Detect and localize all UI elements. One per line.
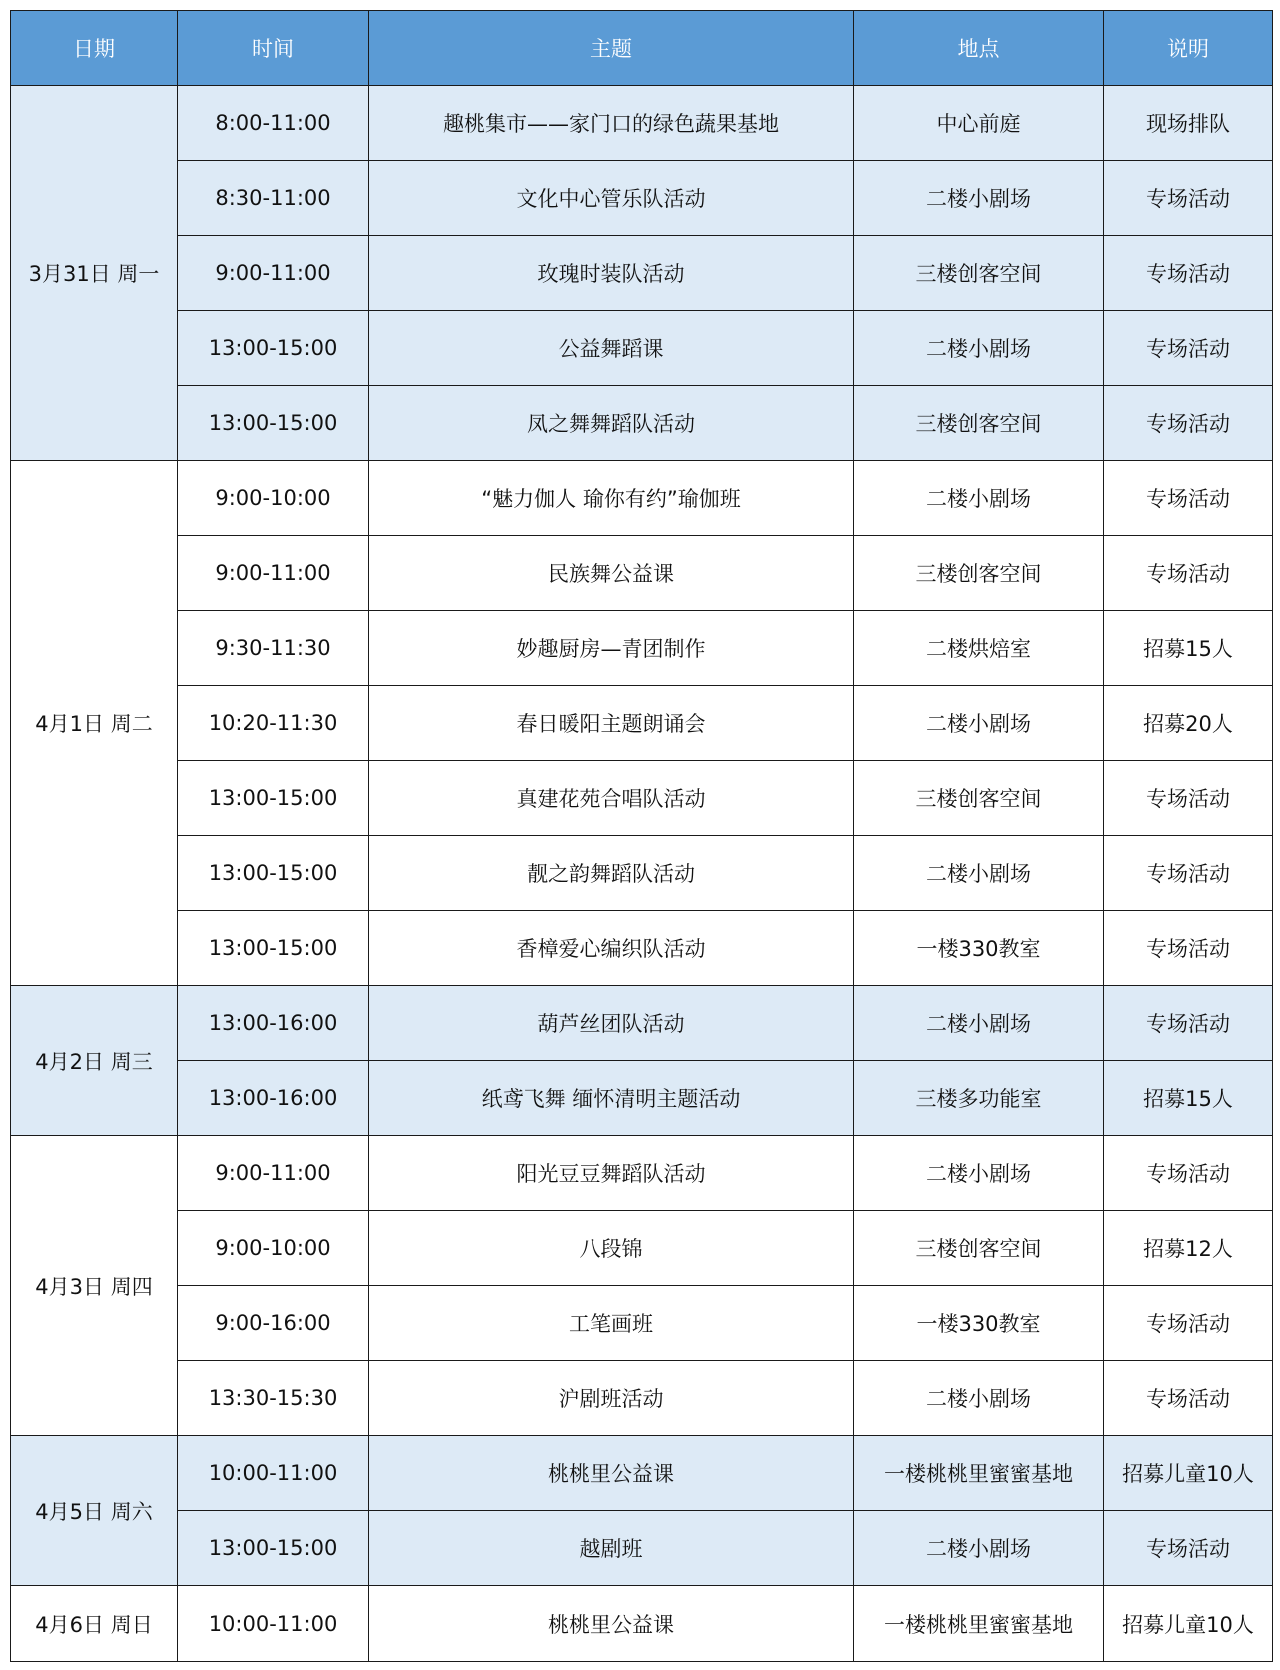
note-cell: 专场活动 (1104, 1361, 1273, 1436)
note-cell: 专场活动 (1104, 161, 1273, 236)
table-row (11, 161, 1273, 236)
place-cell: 二楼小剧场 (854, 1511, 1104, 1586)
table-row (11, 461, 1273, 536)
date-cell: 4月1日 周二 (11, 461, 178, 986)
place-cell: 一楼桃桃里蜜蜜基地 (854, 1436, 1104, 1511)
table-row (11, 386, 1273, 461)
place-cell: 二楼小剧场 (854, 836, 1104, 911)
topic-cell: “魅力伽人 瑜你有约”瑜伽班 (369, 461, 854, 536)
note-cell: 招募12人 (1104, 1211, 1273, 1286)
topic-cell: 靓之韵舞蹈队活动 (369, 836, 854, 911)
time-cell: 8:00-11:00 (178, 86, 369, 161)
table-row (11, 686, 1273, 761)
table-row (11, 836, 1273, 911)
time-cell: 13:00-16:00 (178, 986, 369, 1061)
place-cell: 二楼烘焙室 (854, 611, 1104, 686)
note-cell: 招募儿童10人 (1104, 1436, 1273, 1511)
topic-cell: 真建花苑合唱队活动 (369, 761, 854, 836)
place-cell: 三楼创客空间 (854, 761, 1104, 836)
header-row (11, 11, 1273, 86)
table-row (11, 761, 1273, 836)
table-row (11, 611, 1273, 686)
note-cell: 专场活动 (1104, 236, 1273, 311)
place-cell: 二楼小剧场 (854, 461, 1104, 536)
note-cell: 招募15人 (1104, 1061, 1273, 1136)
place-cell: 三楼多功能室 (854, 1061, 1104, 1136)
note-cell: 专场活动 (1104, 1136, 1273, 1211)
time-cell: 8:30-11:00 (178, 161, 369, 236)
topic-cell: 春日暖阳主题朗诵会 (369, 686, 854, 761)
place-cell: 一楼桃桃里蜜蜜基地 (854, 1586, 1104, 1662)
note-cell: 现场排队 (1104, 86, 1273, 161)
place-cell: 二楼小剧场 (854, 161, 1104, 236)
note-cell: 招募儿童10人 (1104, 1586, 1273, 1662)
time-cell: 13:00-15:00 (178, 311, 369, 386)
date-cell: 4月6日 周日 (11, 1586, 178, 1662)
topic-cell: 越剧班 (369, 1511, 854, 1586)
place-cell: 一楼330教室 (854, 1286, 1104, 1361)
table-row (11, 1361, 1273, 1436)
time-cell: 13:00-15:00 (178, 1511, 369, 1586)
place-cell: 二楼小剧场 (854, 986, 1104, 1061)
place-cell: 三楼创客空间 (854, 1211, 1104, 1286)
note-cell: 专场活动 (1104, 1286, 1273, 1361)
place-cell: 三楼创客空间 (854, 536, 1104, 611)
topic-cell: 妙趣厨房—青团制作 (369, 611, 854, 686)
topic-cell: 凤之舞舞蹈队活动 (369, 386, 854, 461)
table-row (11, 311, 1273, 386)
table-row (11, 1286, 1273, 1361)
table-row (11, 536, 1273, 611)
place-cell: 三楼创客空间 (854, 236, 1104, 311)
table-row (11, 986, 1273, 1061)
time-cell: 9:00-11:00 (178, 1136, 369, 1211)
time-cell: 9:00-16:00 (178, 1286, 369, 1361)
table-row (11, 236, 1273, 311)
note-cell: 招募15人 (1104, 611, 1273, 686)
table-row (11, 1436, 1273, 1511)
place-cell: 三楼创客空间 (854, 386, 1104, 461)
table-header (11, 11, 1273, 86)
table-row (11, 1136, 1273, 1211)
date-cell: 4月2日 周三 (11, 986, 178, 1136)
place-cell: 一楼330教室 (854, 911, 1104, 986)
table-row (11, 911, 1273, 986)
note-cell: 专场活动 (1104, 311, 1273, 386)
place-cell: 中心前庭 (854, 86, 1104, 161)
table-row (11, 1511, 1273, 1586)
note-cell: 专场活动 (1104, 836, 1273, 911)
header-topic: 主题 (369, 11, 854, 86)
date-cell: 4月5日 周六 (11, 1436, 178, 1586)
table-row (11, 1211, 1273, 1286)
topic-cell: 八段锦 (369, 1211, 854, 1286)
header-note: 说明 (1104, 11, 1273, 86)
note-cell: 专场活动 (1104, 986, 1273, 1061)
header-time: 时间 (178, 11, 369, 86)
note-cell: 招募20人 (1104, 686, 1273, 761)
time-cell: 9:00-10:00 (178, 1211, 369, 1286)
topic-cell: 文化中心管乐队活动 (369, 161, 854, 236)
time-cell: 9:30-11:30 (178, 611, 369, 686)
note-cell: 专场活动 (1104, 761, 1273, 836)
time-cell: 10:20-11:30 (178, 686, 369, 761)
topic-cell: 桃桃里公益课 (369, 1586, 854, 1662)
date-cell: 4月3日 周四 (11, 1136, 178, 1436)
time-cell: 13:00-15:00 (178, 911, 369, 986)
time-cell: 9:00-11:00 (178, 536, 369, 611)
table-row (11, 1586, 1273, 1662)
place-cell: 二楼小剧场 (854, 1361, 1104, 1436)
time-cell: 13:00-16:00 (178, 1061, 369, 1136)
time-cell: 10:00-11:00 (178, 1586, 369, 1662)
note-cell: 专场活动 (1104, 461, 1273, 536)
header-date: 日期 (11, 11, 178, 86)
topic-cell: 玫瑰时装队活动 (369, 236, 854, 311)
note-cell: 专场活动 (1104, 1511, 1273, 1586)
table-row (11, 1061, 1273, 1136)
topic-cell: 趣桃集市——家门口的绿色蔬果基地 (369, 86, 854, 161)
time-cell: 9:00-10:00 (178, 461, 369, 536)
topic-cell: 公益舞蹈课 (369, 311, 854, 386)
topic-cell: 民族舞公益课 (369, 536, 854, 611)
topic-cell: 纸鸢飞舞 缅怀清明主题活动 (369, 1061, 854, 1136)
topic-cell: 香樟爱心编织队活动 (369, 911, 854, 986)
topic-cell: 工笔画班 (369, 1286, 854, 1361)
note-cell: 专场活动 (1104, 386, 1273, 461)
date-cell: 3月31日 周一 (11, 86, 178, 461)
topic-cell: 沪剧班活动 (369, 1361, 854, 1436)
note-cell: 专场活动 (1104, 536, 1273, 611)
place-cell: 二楼小剧场 (854, 686, 1104, 761)
time-cell: 10:00-11:00 (178, 1436, 369, 1511)
topic-cell: 阳光豆豆舞蹈队活动 (369, 1136, 854, 1211)
time-cell: 13:00-15:00 (178, 386, 369, 461)
table-body (11, 86, 1273, 1662)
time-cell: 13:30-15:30 (178, 1361, 369, 1436)
topic-cell: 葫芦丝团队活动 (369, 986, 854, 1061)
place-cell: 二楼小剧场 (854, 311, 1104, 386)
time-cell: 13:00-15:00 (178, 761, 369, 836)
time-cell: 9:00-11:00 (178, 236, 369, 311)
topic-cell: 桃桃里公益课 (369, 1436, 854, 1511)
place-cell: 二楼小剧场 (854, 1136, 1104, 1211)
table-row (11, 86, 1273, 161)
note-cell: 专场活动 (1104, 911, 1273, 986)
time-cell: 13:00-15:00 (178, 836, 369, 911)
schedule-table (10, 10, 1273, 1662)
header-place: 地点 (854, 11, 1104, 86)
